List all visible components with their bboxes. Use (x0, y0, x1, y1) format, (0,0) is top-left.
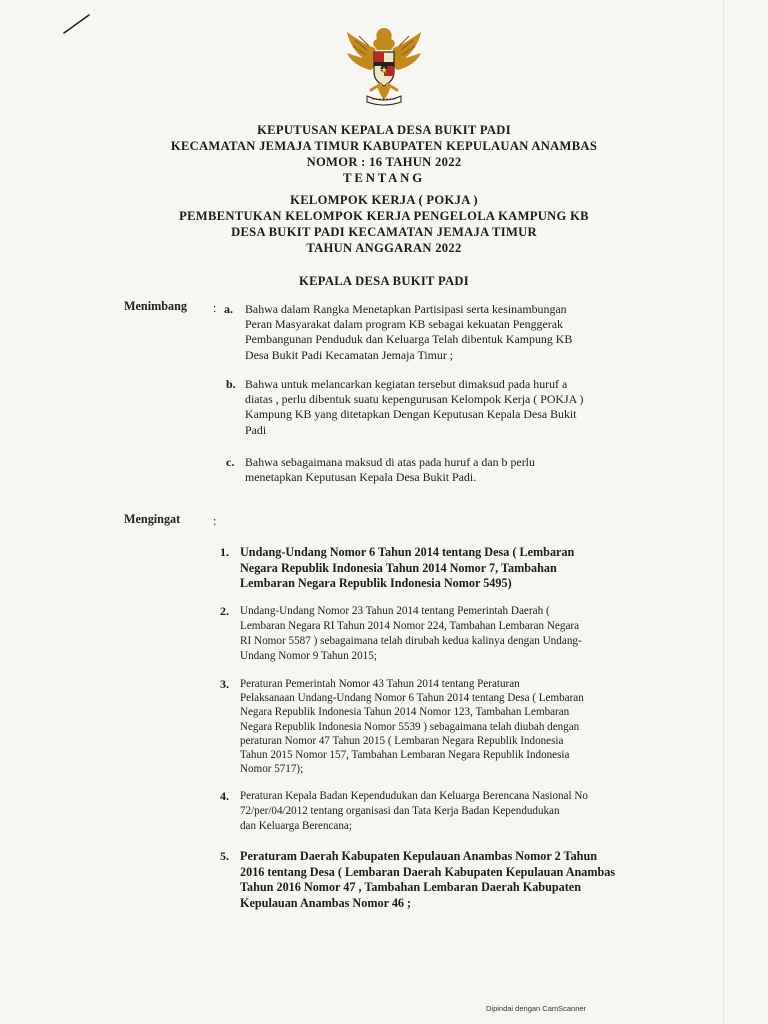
item-marker: 4. (220, 789, 229, 803)
item-text (245, 302, 572, 363)
text-line: Bahwa dalam Rangka Menetapkan Partisipasi serta kesinambungan (245, 302, 567, 316)
text-line: Tahun 2015 Nomor 157, Tambahan Lembaran Negara Republik Indonesia (240, 749, 570, 762)
text-line: 72/per/04/2012 tentang organisasi dan Tata Kerja Badan Kependudukan (240, 805, 560, 817)
item-text (245, 377, 583, 438)
text-line: Padi (245, 422, 267, 437)
item-marker: 2. (220, 604, 229, 618)
item-text (240, 677, 584, 776)
official-title: KEPALA DESA BUKIT PADI (298, 274, 469, 288)
text-line: Negara Republik Indonesia Tahun 2014 Nomor 123, Tambahan Lembaran (240, 706, 570, 719)
text-line: Peraturan Pemerintah Nomor 43 Tahun 2014 tentang Peraturan (240, 678, 520, 690)
menimbang-label: Menimbang (124, 299, 187, 313)
tentang-heading-block (0, 170, 768, 186)
item-text (240, 789, 588, 834)
text-line: Negara Republik Indonesia Tahun 2014 Nomor 7, Tambahan (240, 560, 557, 575)
garuda-emblem-icon (341, 24, 427, 110)
text-line: Peraturam Daerah Kabupaten Kepulauan Anambas Nomor 2 Tahun (240, 849, 597, 863)
text-line: Negara Republik Indonesia Nomor 5539 ) sebagaimana telah diubah dengan (240, 720, 580, 733)
item-marker: a. (224, 302, 233, 316)
text-line: Kampung KB yang ditetapkan Dengan Keputusan Kepala Desa Bukit (245, 407, 577, 422)
text-line: RI Nomor 5587 ) sebagaimana telah dirubah kedua kalinya dengan Undang- (240, 635, 582, 647)
decree-number: NOMOR : 16 TAHUN 2022 (306, 155, 462, 169)
subject-line-2: PEMBENTUKAN KELOMPOK KERJA PENGELOLA KAMPUNG KB (179, 209, 589, 223)
text-line: Desa Bukit Padi Kecamatan Jemaja Timur ; (245, 347, 454, 362)
text-line: dan Keluarga Berencana; (240, 820, 352, 832)
pen-stroke-mark (62, 12, 92, 36)
text-line: menetapkan Keputusan Kepala Desa Bukit Padi. (245, 470, 477, 485)
item-text (240, 604, 582, 664)
text-line: Tahun 2016 Nomor 47 , Tambahan Lembaran Daerah Kabupaten (240, 880, 581, 895)
title-block (0, 122, 768, 170)
item-text (245, 455, 535, 485)
subject-line-3: DESA BUKIT PADI KECAMATAN JEMAJA TIMUR (231, 225, 537, 239)
item-marker: 3. (220, 677, 229, 691)
text-line: Undang-Undang Nomor 23 Tahun 2014 tentang Pemerintah Daerah ( (240, 605, 550, 617)
item-marker: 1. (220, 545, 229, 559)
subject-line-1: KELOMPOK KERJA ( POKJA ) (290, 193, 478, 207)
mengingat-colon: : (213, 514, 217, 528)
text-line: Lembaran Negara Republik Indonesia Nomor 5495) (240, 576, 512, 591)
text-line: Peran Masyarakat dalam program KB sebagai kekuatan Penggerak (245, 317, 563, 332)
text-line: Pelaksanaan Undang-Undang Nomor 6 Tahun 2014 tentang Desa ( Lembaran (240, 692, 584, 705)
title-line-1: KEPUTUSAN KEPALA DESA BUKIT PADI (257, 123, 511, 137)
text-line: Bahwa untuk melancarkan kegiatan tersebut dimaksud pada huruf a (245, 377, 568, 391)
text-line: Undang Nomor 9 Tahun 2015; (240, 650, 377, 662)
menimbang-colon: : (213, 301, 217, 315)
text-line: 2016 tentang Desa ( Lembaran Daerah Kabupaten Kepulauan Anambas (240, 864, 616, 879)
text-line: peraturan Nomor 47 Tahun 2015 ( Lembaran Negara Republik Indonesia (240, 734, 564, 747)
text-line: Kepulauan Anambas Nomor 46 ; (240, 895, 412, 910)
item-marker: 5. (220, 849, 229, 863)
item-marker: b. (226, 377, 236, 391)
text-line: Bahwa sebagaimana maksud di atas pada huruf a dan b perlu (245, 455, 535, 469)
scanner-watermark: Dipindai dengan CamScanner (486, 1004, 587, 1013)
item-text (240, 849, 615, 911)
official-block (0, 273, 768, 289)
text-line: Pembangunan Penduduk dan Keluarga Telah dibentuk Kampung KB (245, 332, 573, 347)
text-line: Lembaran Negara RI Tahun 2014 Nomor 224, Tambahan Lembaran Negara (240, 620, 580, 632)
text-line: Undang-Undang Nomor 6 Tahun 2014 tentang Desa ( Lembaran (240, 545, 575, 559)
text-line: Nomor 5717); (240, 763, 304, 776)
title-line-2: KECAMATAN JEMAJA TIMUR KABUPATEN KEPULAUAN ANAMBAS (170, 139, 598, 153)
mengingat-label: Mengingat (124, 512, 181, 526)
item-marker: c. (226, 455, 235, 469)
tentang-heading: TENTANG (343, 171, 425, 185)
text-line: Peraturan Kepala Badan Kependudukan dan Keluarga Berencana Nasional No (240, 790, 588, 802)
text-line: diatas , perlu dibentuk suatu kepengurusan Kelompok Kerja ( POKJA ) (245, 392, 584, 407)
item-text (240, 545, 574, 592)
subject-block (0, 192, 768, 256)
subject-line-4: TAHUN ANGGARAN 2022 (306, 241, 462, 255)
